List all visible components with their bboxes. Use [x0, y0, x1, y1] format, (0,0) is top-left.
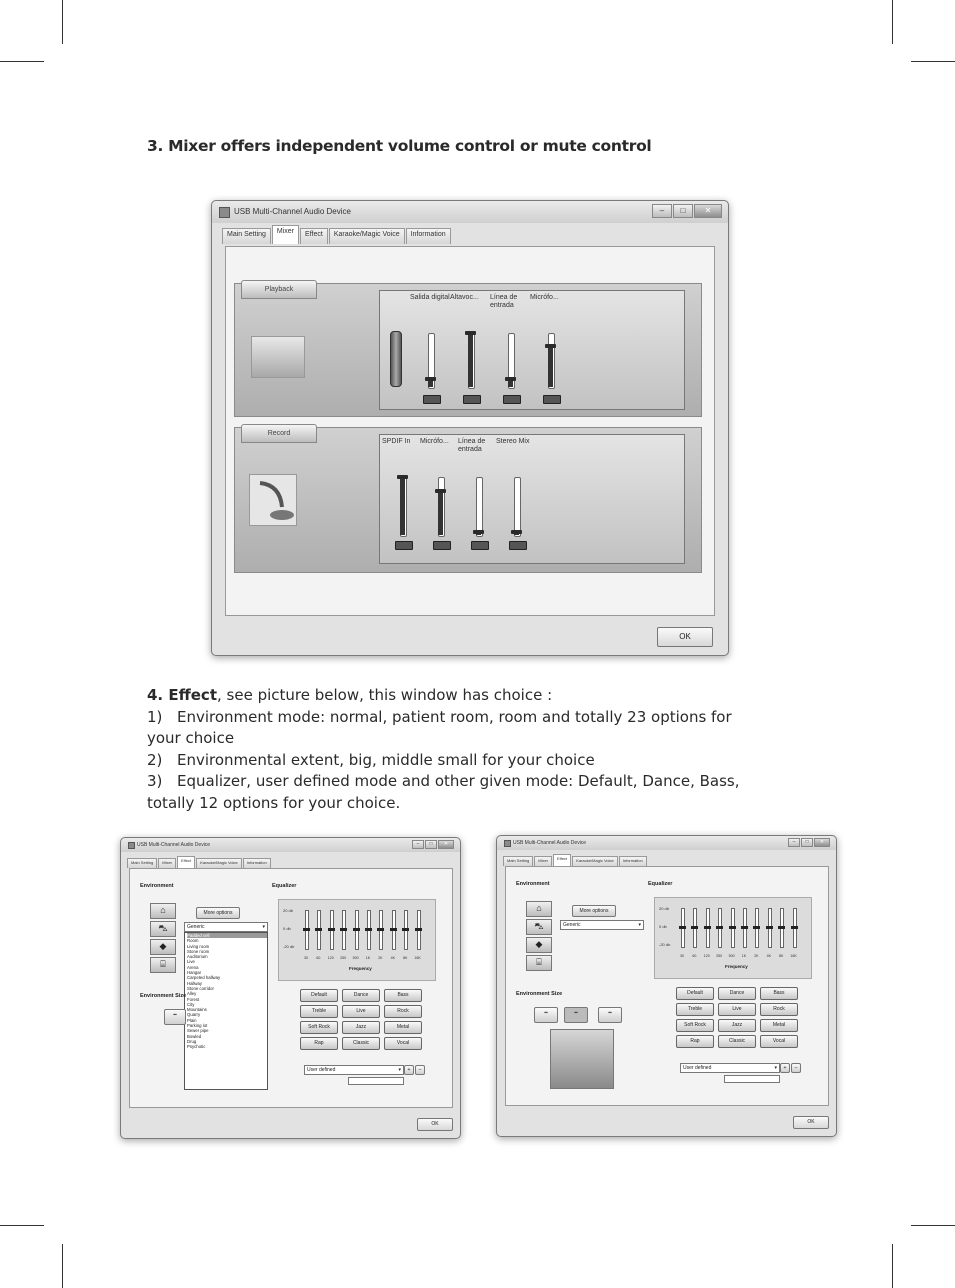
tab-mixer[interactable]: Mixer — [272, 225, 299, 244]
channel-name: Altavoc... — [450, 294, 479, 301]
sound-card-icon — [251, 336, 305, 378]
frequency-tick: 60 — [692, 954, 697, 958]
tab-mixer[interactable]: Mixer — [534, 856, 552, 866]
preset-button[interactable]: Jazz — [718, 1019, 756, 1032]
list-item[interactable]: Live — [187, 959, 195, 965]
minimize-button[interactable]: – — [412, 840, 424, 849]
eq-slider-knob[interactable] — [716, 926, 723, 929]
frequency-tick: 120 — [703, 954, 710, 958]
tab-mixer[interactable]: Mixer — [158, 858, 176, 868]
slider-knob[interactable] — [425, 377, 436, 381]
sound-card-icon — [219, 207, 230, 218]
mute-button[interactable] — [423, 395, 441, 404]
list-item-continued: your choice — [147, 729, 235, 747]
tab-information[interactable]: Information — [243, 858, 271, 868]
tab-karaoke[interactable]: Karaoke/Magic Voice — [329, 228, 405, 244]
db-label: 0 db — [283, 926, 291, 931]
tab-main-setting[interactable]: Main Setting — [503, 856, 533, 866]
save-preset-button[interactable]: + — [404, 1065, 414, 1075]
mute-button[interactable] — [471, 541, 489, 550]
list-item[interactable]: Auditorium — [187, 954, 208, 960]
crop-mark — [0, 1225, 44, 1226]
effect-pane — [129, 868, 453, 1108]
effect-window-right — [496, 835, 837, 1137]
size-big-button[interactable]: ▪▪ — [598, 1007, 622, 1023]
crop-mark — [0, 61, 44, 62]
size-small-button[interactable]: ▪▪ — [534, 1007, 558, 1023]
crop-mark — [62, 0, 63, 44]
delete-preset-button[interactable]: – — [415, 1065, 425, 1075]
preset-button[interactable]: Classic — [718, 1035, 756, 1048]
preset-button[interactable]: Rap — [676, 1035, 714, 1048]
db-label: -20 db — [283, 944, 295, 949]
equalizer-panel — [278, 899, 436, 981]
more-options-button[interactable]: More options — [196, 907, 240, 919]
volume-fill — [468, 333, 473, 387]
environment-select[interactable] — [560, 920, 644, 930]
eq-slider-knob[interactable] — [753, 926, 760, 929]
environment-label: Environment — [140, 883, 174, 889]
frequency-tick: 250 — [340, 956, 347, 960]
close-button[interactable]: ✕ — [814, 838, 830, 847]
house-icon[interactable]: ⌂ — [150, 903, 176, 919]
tab-bar — [503, 856, 648, 866]
eq-slider-knob[interactable] — [377, 928, 384, 931]
channel-name: Micrófo... — [530, 294, 559, 301]
frequency-label: Frequency — [349, 966, 372, 971]
equalizer-label: Equalizer — [648, 881, 673, 887]
volume-fill — [438, 491, 443, 535]
frequency-tick: 1K — [365, 956, 371, 960]
eq-slider-knob[interactable] — [328, 928, 335, 931]
preset-select[interactable] — [304, 1065, 404, 1075]
mixer-pane — [225, 246, 715, 616]
eq-slider-knob[interactable] — [691, 926, 698, 929]
preset-button[interactable]: Default — [300, 989, 338, 1002]
volume-slider[interactable] — [514, 477, 521, 537]
frequency-tick: 4K — [766, 954, 771, 958]
eq-slider-knob[interactable] — [741, 926, 748, 929]
section-4-intro: , see picture below, this window has choice : — [217, 686, 553, 704]
maximize-button[interactable]: □ — [801, 838, 813, 847]
eq-slider-knob[interactable] — [729, 926, 736, 929]
tab-information[interactable]: Information — [406, 228, 451, 244]
frequency-tick: 30 — [304, 956, 308, 960]
channel-strip — [492, 291, 532, 405]
close-button[interactable]: ✕ — [438, 840, 454, 849]
list-item[interactable]: City — [187, 1001, 195, 1007]
channel-name: SPDIF In — [382, 438, 411, 445]
crop-mark — [62, 1244, 63, 1288]
list-item[interactable]: Alley — [187, 991, 197, 997]
crop-mark — [911, 1225, 955, 1226]
mute-button[interactable] — [395, 541, 413, 550]
section-4-text: 4. Effect, see picture below, this window has choice : 1) Environment mode: normal, patient room, room and totally 23 options for your choice 2) Environmental extent, big, middle small for your choice 3) Equalizer, user defined mode and other given mode: Default, Dance, Bass, totally 12 options for your choice. — [147, 685, 787, 814]
eq-slider-knob[interactable] — [791, 926, 798, 929]
environment-size-label: Environment Size — [140, 993, 187, 999]
preset-button[interactable]: Classic — [342, 1037, 380, 1050]
window-titlebar — [121, 838, 460, 852]
record-label: Record — [241, 424, 317, 443]
environment-dropdown-list[interactable] — [184, 932, 268, 1090]
db-label: -20 db — [659, 942, 671, 947]
record-group — [234, 427, 702, 573]
db-label: 0 db — [659, 924, 667, 929]
tab-main-setting[interactable]: Main Setting — [222, 228, 271, 244]
preset-button[interactable]: Soft Rock — [300, 1021, 338, 1034]
list-item[interactable]: Arena — [187, 964, 199, 970]
slider-knob[interactable] — [511, 530, 522, 534]
mute-button[interactable] — [503, 395, 521, 404]
preset-button[interactable]: Dance — [718, 987, 756, 1000]
volume-slider[interactable] — [476, 477, 483, 537]
preset-button[interactable]: Live — [718, 1003, 756, 1016]
preset-button[interactable]: Treble — [300, 1005, 338, 1018]
section-4-heading: 4. Effect — [147, 686, 217, 704]
list-item[interactable]: Parking lot — [187, 1023, 208, 1029]
list-item[interactable]: Plain — [187, 1017, 197, 1023]
eq-slider-knob[interactable] — [340, 928, 347, 931]
channel-name: Micrófo... — [420, 438, 449, 445]
channel-name: Salida digital — [410, 294, 450, 301]
crop-mark — [892, 1244, 893, 1288]
list-item[interactable]: Stone corridor — [187, 985, 214, 991]
list-item: Environment mode: normal, patient room, room and totally 23 options for — [177, 707, 732, 726]
chevron-down-icon: ▾ — [774, 1065, 777, 1071]
channel-name: Línea de entrada — [458, 438, 486, 453]
window-title: USB Multi-Channel Audio Device — [513, 840, 587, 846]
eq-slider-knob[interactable] — [303, 928, 310, 931]
ok-button[interactable]: OK — [793, 1116, 829, 1129]
frequency-tick: 8K — [402, 956, 408, 960]
list-item[interactable]: Room — [187, 938, 199, 944]
tab-information[interactable]: Information — [619, 856, 647, 866]
maximize-button[interactable]: □ — [425, 840, 437, 849]
list-item[interactable]: Psychotic — [187, 1044, 206, 1050]
preset-button[interactable]: Metal — [760, 1019, 798, 1032]
preset-name-input[interactable] — [724, 1075, 780, 1083]
list-item[interactable]: Carpeted hallway — [187, 975, 221, 981]
frequency-tick: 250 — [716, 954, 723, 958]
preset-value: User defined — [683, 1065, 712, 1071]
tab-karaoke[interactable]: Karaoke/Magic Voice — [196, 858, 242, 868]
mute-button[interactable] — [543, 395, 561, 404]
slider-knob[interactable] — [545, 344, 556, 348]
channel-strip — [384, 435, 424, 551]
list-item: Environmental extent, big, middle small for your choice — [177, 750, 595, 769]
list-item[interactable]: Mountains — [187, 1007, 207, 1013]
frequency-tick: 2K — [378, 956, 383, 960]
sound-card-icon — [504, 840, 511, 847]
preset-button[interactable]: Vocal — [760, 1035, 798, 1048]
list-item[interactable]: Sewer pipe — [187, 1028, 209, 1034]
db-label: 20 db — [659, 906, 670, 911]
list-item[interactable]: Living room — [187, 943, 210, 949]
preset-button[interactable]: Vocal — [384, 1037, 422, 1050]
eq-slider-knob[interactable] — [353, 928, 360, 931]
channel-strip — [460, 435, 500, 551]
maximize-button[interactable]: □ — [673, 204, 693, 218]
preset-button[interactable]: Jazz — [342, 1021, 380, 1034]
more-options-button[interactable]: More options — [572, 905, 616, 917]
tab-karaoke[interactable]: Karaoke/Magic Voice — [572, 856, 618, 866]
eq-slider-knob[interactable] — [766, 926, 773, 929]
arrow-icon[interactable]: ◆ — [150, 939, 176, 955]
tab-effect[interactable]: Effect — [177, 856, 195, 868]
channel-strip — [532, 291, 572, 405]
eq-slider-knob[interactable] — [390, 928, 397, 931]
arrow-icon[interactable]: ◆ — [526, 937, 552, 953]
ok-button[interactable]: OK — [417, 1118, 453, 1131]
mute-button[interactable] — [463, 395, 481, 404]
crop-mark — [911, 61, 955, 62]
car-icon[interactable]: ⛍ — [150, 921, 176, 937]
frequency-tick: 120 — [327, 956, 334, 960]
preset-value: User defined — [307, 1067, 336, 1073]
environment-value: Generic — [563, 922, 581, 928]
frequency-tick: 4K — [390, 956, 395, 960]
slider-knob[interactable] — [473, 530, 484, 534]
frequency-label: Frequency — [725, 964, 748, 969]
eq-slider-knob[interactable] — [402, 928, 409, 931]
slider-knob[interactable] — [465, 331, 476, 335]
db-label: 20 db — [283, 908, 294, 913]
section-3-heading: 3. Mixer offers independent volume control or mute control — [147, 137, 652, 155]
environment-select[interactable] — [184, 922, 268, 932]
hall-icon[interactable]: ⌸ — [150, 957, 176, 973]
channel-strip — [452, 291, 492, 405]
window-titlebar — [212, 201, 728, 223]
channel-name: Línea de entrada — [490, 294, 518, 309]
playback-label: Playback — [241, 280, 317, 299]
preset-button[interactable]: Soft Rock — [676, 1019, 714, 1032]
effect-pane — [505, 866, 829, 1106]
preset-button[interactable]: Rap — [300, 1037, 338, 1050]
eq-slider-knob[interactable] — [704, 926, 711, 929]
environment-label: Environment — [516, 881, 550, 887]
volume-fill — [548, 346, 553, 387]
mute-button[interactable] — [509, 541, 527, 550]
list-item[interactable]: Quarry — [187, 1012, 201, 1018]
environment-size-picture — [550, 1029, 614, 1089]
preset-button[interactable]: Live — [342, 1005, 380, 1018]
channel-strip — [498, 435, 538, 551]
tab-bar — [127, 858, 272, 868]
preset-button[interactable]: Bass — [760, 987, 798, 1000]
preset-button[interactable]: Bass — [384, 989, 422, 1002]
car-icon[interactable]: ⛍ — [526, 919, 552, 935]
slider-knob[interactable] — [397, 475, 408, 479]
ok-button[interactable]: OK — [657, 627, 713, 647]
slider-knob[interactable] — [435, 489, 446, 493]
frequency-tick: 16K — [414, 956, 421, 960]
preset-button[interactable]: Rock — [384, 1005, 422, 1018]
slider-knob[interactable] — [505, 377, 516, 381]
eq-slider-knob[interactable] — [778, 926, 785, 929]
eq-slider-knob[interactable] — [415, 928, 422, 931]
environment-size-label: Environment Size — [516, 991, 563, 997]
list-item[interactable]: Forest — [187, 996, 200, 1002]
frequency-tick: 500 — [728, 954, 735, 958]
list-item[interactable]: Padded cell — [187, 933, 267, 938]
record-channels — [379, 434, 685, 564]
window-title: USB Multi-Channel Audio Device — [137, 842, 211, 848]
list-item[interactable]: Bowled — [187, 1033, 202, 1039]
list-item: Equalizer, user defined mode and other given mode: Default, Dance, Bass, — [177, 772, 740, 790]
list-item[interactable]: Drug — [187, 1038, 197, 1044]
frequency-tick: 2K — [754, 954, 759, 958]
mixer-window — [211, 200, 729, 656]
house-icon[interactable]: ⌂ — [526, 901, 552, 917]
frequency-tick: 1K — [741, 954, 747, 958]
equalizer-panel — [654, 897, 812, 979]
playback-group — [234, 283, 702, 417]
frequency-tick: 30 — [680, 954, 684, 958]
frequency-tick: 500 — [352, 956, 359, 960]
channel-strip — [422, 435, 462, 551]
playback-channels — [379, 290, 685, 410]
chevron-down-icon: ▾ — [398, 1067, 401, 1073]
list-item[interactable]: Stone room — [187, 948, 210, 954]
crop-mark — [892, 0, 893, 44]
size-middle-button[interactable]: ▪▪ — [564, 1007, 588, 1023]
preset-button[interactable]: Default — [676, 987, 714, 1000]
master-volume-slider[interactable] — [390, 331, 402, 387]
channel-strip — [412, 291, 452, 405]
tab-effect[interactable]: Effect — [300, 228, 328, 244]
eq-slider-knob[interactable] — [365, 928, 372, 931]
environment-value: Generic — [187, 924, 205, 930]
frequency-tick: 16K — [790, 954, 797, 958]
preset-button[interactable]: Treble — [676, 1003, 714, 1016]
preset-select[interactable] — [680, 1063, 780, 1073]
preset-button[interactable]: Dance — [342, 989, 380, 1002]
frequency-tick: 8K — [778, 954, 784, 958]
volume-fill — [400, 477, 405, 535]
chevron-down-icon: ▾ — [262, 924, 265, 930]
list-item-continued: totally 12 options for your choice. — [147, 793, 401, 812]
preset-button[interactable]: Metal — [384, 1021, 422, 1034]
save-preset-button[interactable]: + — [780, 1063, 790, 1073]
list-item[interactable]: Hangar — [187, 970, 202, 976]
chevron-down-icon: ▾ — [638, 922, 641, 928]
frequency-tick: 60 — [316, 956, 321, 960]
preset-name-input[interactable] — [348, 1077, 404, 1085]
eq-slider-knob[interactable] — [679, 926, 686, 929]
tab-main-setting[interactable]: Main Setting — [127, 858, 157, 868]
channel-name: Stereo Mix — [496, 438, 530, 445]
equalizer-label: Equalizer — [272, 883, 297, 889]
minimize-button[interactable]: – — [788, 838, 800, 847]
mute-button[interactable] — [433, 541, 451, 550]
sound-card-icon — [128, 842, 135, 849]
microphone-icon — [249, 474, 297, 526]
window-titlebar — [497, 836, 836, 850]
tab-bar — [222, 228, 452, 244]
delete-preset-button[interactable]: – — [791, 1063, 801, 1073]
preset-button[interactable]: Rock — [760, 1003, 798, 1016]
close-button[interactable]: ✕ — [694, 204, 722, 218]
tab-effect[interactable]: Effect — [553, 854, 571, 866]
size-small-button[interactable]: ▪▪ — [164, 1009, 186, 1025]
effect-window-left — [120, 837, 461, 1139]
list-item[interactable]: Hallway — [187, 980, 203, 986]
hall-icon[interactable]: ⌸ — [526, 955, 552, 971]
eq-slider-knob[interactable] — [315, 928, 322, 931]
window-title: USB Multi-Channel Audio Device — [234, 207, 351, 216]
minimize-button[interactable]: – — [652, 204, 672, 218]
